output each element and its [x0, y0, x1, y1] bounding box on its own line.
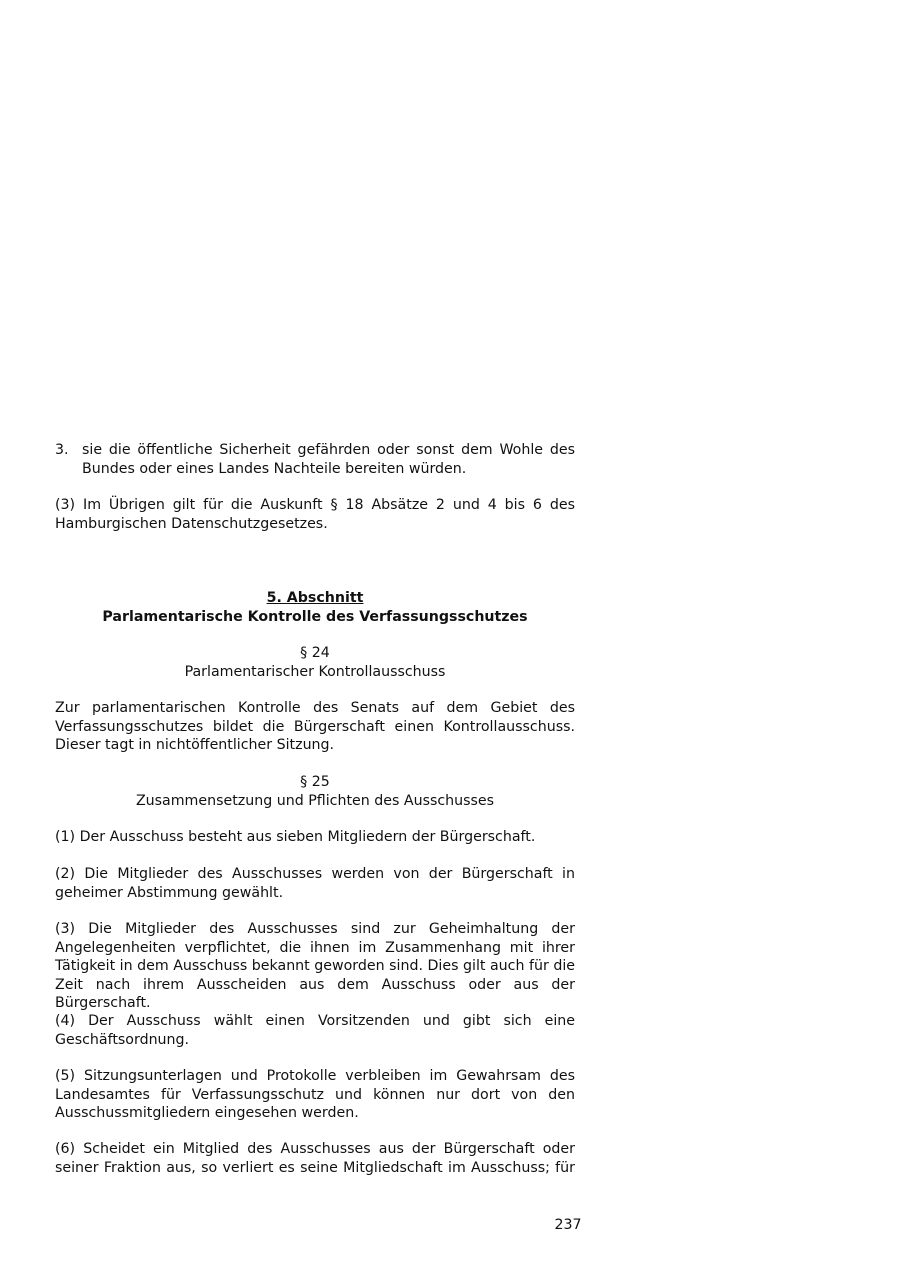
paragraph-24-title: Parlamentarischer Kontrollausschuss — [184, 663, 446, 680]
paragraph-25-2: (2) Die Mitglieder des Ausschusses werden von der Bürgerschaft in geheimer Abstimmung gewählt. — [55, 866, 575, 901]
section-heading-text: 5. Abschnitt — [266, 590, 364, 606]
paragraph-25-number: § 25 — [300, 774, 330, 790]
section-header — [55, 589, 575, 626]
paragraph-3-auskunft: (3) Im Übrigen gilt für die Auskunft § 18 Absätze 2 und 4 bis 6 des Hamburgischen Datenschutzgesetzes. — [55, 497, 575, 532]
section-heading — [55, 589, 575, 608]
paragraph-25-6: (6) Scheidet ein Mitglied des Ausschusses aus der Bürgerschaft oder seiner Fraktion aus, so verliert es seine Mitgliedschaft im Ausschuss; für — [55, 1141, 575, 1176]
paragraph-24-header — [55, 644, 575, 681]
paragraph-25-title: Zusammensetzung und Pflichten des Ausschusses — [135, 792, 495, 809]
paragraph-24-text: Zur parlamentarischen Kontrolle des Senats auf dem Gebiet des Verfassungsschutzes bildet die Bürgerschaft einen Kontrollausschuss. Dieser tagt in nichtöffentlicher Sitzung. — [55, 700, 575, 753]
section-subheading: Parlamentarische Kontrolle des Verfassungsschutzes — [102, 608, 528, 625]
paragraph-25-4: (4) Der Ausschuss wählt einen Vorsitzenden und gibt sich eine Geschäftsordnung. — [55, 1013, 575, 1048]
list-item-3 — [55, 441, 575, 478]
paragraph-24-number: § 24 — [300, 645, 330, 661]
paragraph-25-header — [55, 773, 575, 810]
paragraph-25-5: (5) Sitzungsunterlagen und Protokolle verbleiben im Gewahrsam des Landesamtes für Verfassungsschutz und können nur dort von den Ausschussmitgliedern eingesehen werden. — [55, 1068, 575, 1121]
list-item-number: 3. — [55, 442, 69, 458]
page-number: 237 — [554, 1217, 582, 1233]
paragraph-25-1: (1) Der Ausschuss besteht aus sieben Mitgliedern der Bürgerschaft. — [55, 829, 536, 845]
list-item-text: sie die öffentliche Sicherheit gefährden oder sonst dem Wohle des Bundes oder eines Landes Nachteile bereiten würden. — [82, 442, 575, 477]
paragraph-25-3: (3) Die Mitglieder des Ausschusses sind zur Geheimhaltung der Angelegenheiten verpflichtet, die ihnen im Zusammenhang mit ihrer Tätigkeit in dem Ausschuss bekannt geworden sind. Dies gilt auch für die Zeit nach ihrem Ausscheiden aus dem Ausschuss oder aus der Bürgerschaft. — [55, 921, 575, 1011]
